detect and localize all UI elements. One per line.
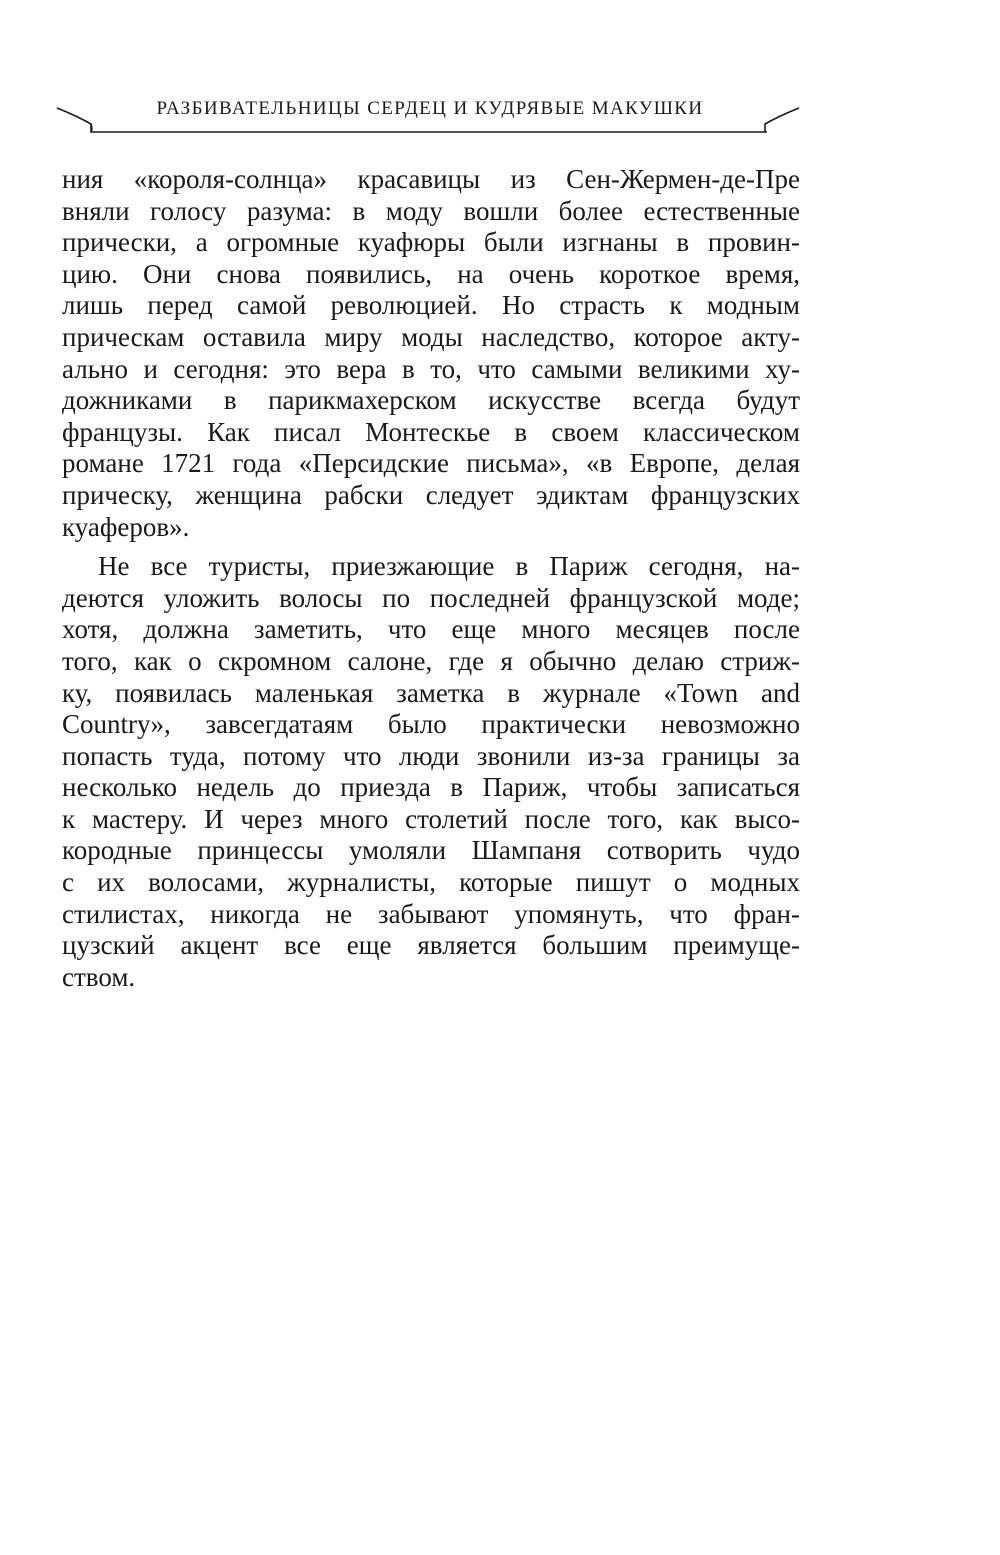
- text-line: цию. Они снова появились, на очень короткое время,: [62, 258, 800, 289]
- paragraph-2: [62, 551, 800, 993]
- text-line: ния «короля-солнца» красавицы из Сен-Жермен-де-Пре: [62, 164, 800, 194]
- text-line: кородные принцессы умоляли Шампаня сотворить чудо: [62, 835, 800, 866]
- text-line: хотя, должна заметить, что еще много месяцев после: [62, 614, 800, 645]
- running-head-title: РАЗБИВАТЕЛЬНИЦЫ СЕРДЕЦ И КУДРЯВЫЕ МАКУШКИ: [156, 98, 704, 119]
- text-line: прически, а огромные куафюры были изгнаны в провин-: [62, 227, 800, 258]
- text-line: куаферов».: [62, 511, 190, 542]
- text-line: ально и сегодня: это вера в то, что самыми великими ху-: [62, 353, 800, 384]
- text-line: стилистах, никогда не забывают упомянуть, что фран-: [62, 898, 800, 929]
- text-line: к мастеру. И через много столетий после того, как высо-: [62, 803, 800, 834]
- text-line: лишь перед самой революцией. Но страсть к модным: [62, 290, 800, 321]
- text-line: прическу, женщина рабски следует эдиктам французских: [62, 479, 800, 510]
- text-line: ку, появилась маленькая заметка в журнале «Town and: [62, 677, 800, 708]
- text-line: с их волосами, журналисты, которые пишут о модных: [62, 867, 800, 898]
- text-line: цузский акцент все еще является большим преимуще-: [62, 930, 800, 961]
- text-line: прическам оставила миру моды наследство, которое акту-: [62, 321, 800, 352]
- text-line: Country», завсегдатаям было практически невозможно: [62, 709, 800, 740]
- text-line: французы. Как писал Монтескье в своем классическом: [62, 416, 800, 447]
- running-head: [55, 80, 805, 140]
- text-line: того, как о скромном салоне, где я обычно делаю стриж-: [62, 645, 800, 676]
- text-line: вняли голосу разума: в моду вошли более естественные: [62, 195, 800, 226]
- text-line: дожниками в парикмахерском искусстве всегда будут: [62, 385, 800, 416]
- text-line: несколько недель до приезда в Париж, чтобы записаться: [62, 772, 800, 803]
- text-line: деются уложить волосы по последней французской моде;: [62, 582, 800, 613]
- body-text: [62, 164, 800, 993]
- text-line: ством.: [62, 961, 136, 992]
- text-line: попасть туда, потому что люди звонили из-за границы за: [62, 740, 800, 771]
- text-line: романе 1721 года «Персидские письма», «в Европе, делая: [62, 448, 800, 479]
- text-line: Не все туристы, приезжающие в Париж сегодня, на-: [98, 551, 800, 582]
- paragraph-1: [62, 164, 800, 543]
